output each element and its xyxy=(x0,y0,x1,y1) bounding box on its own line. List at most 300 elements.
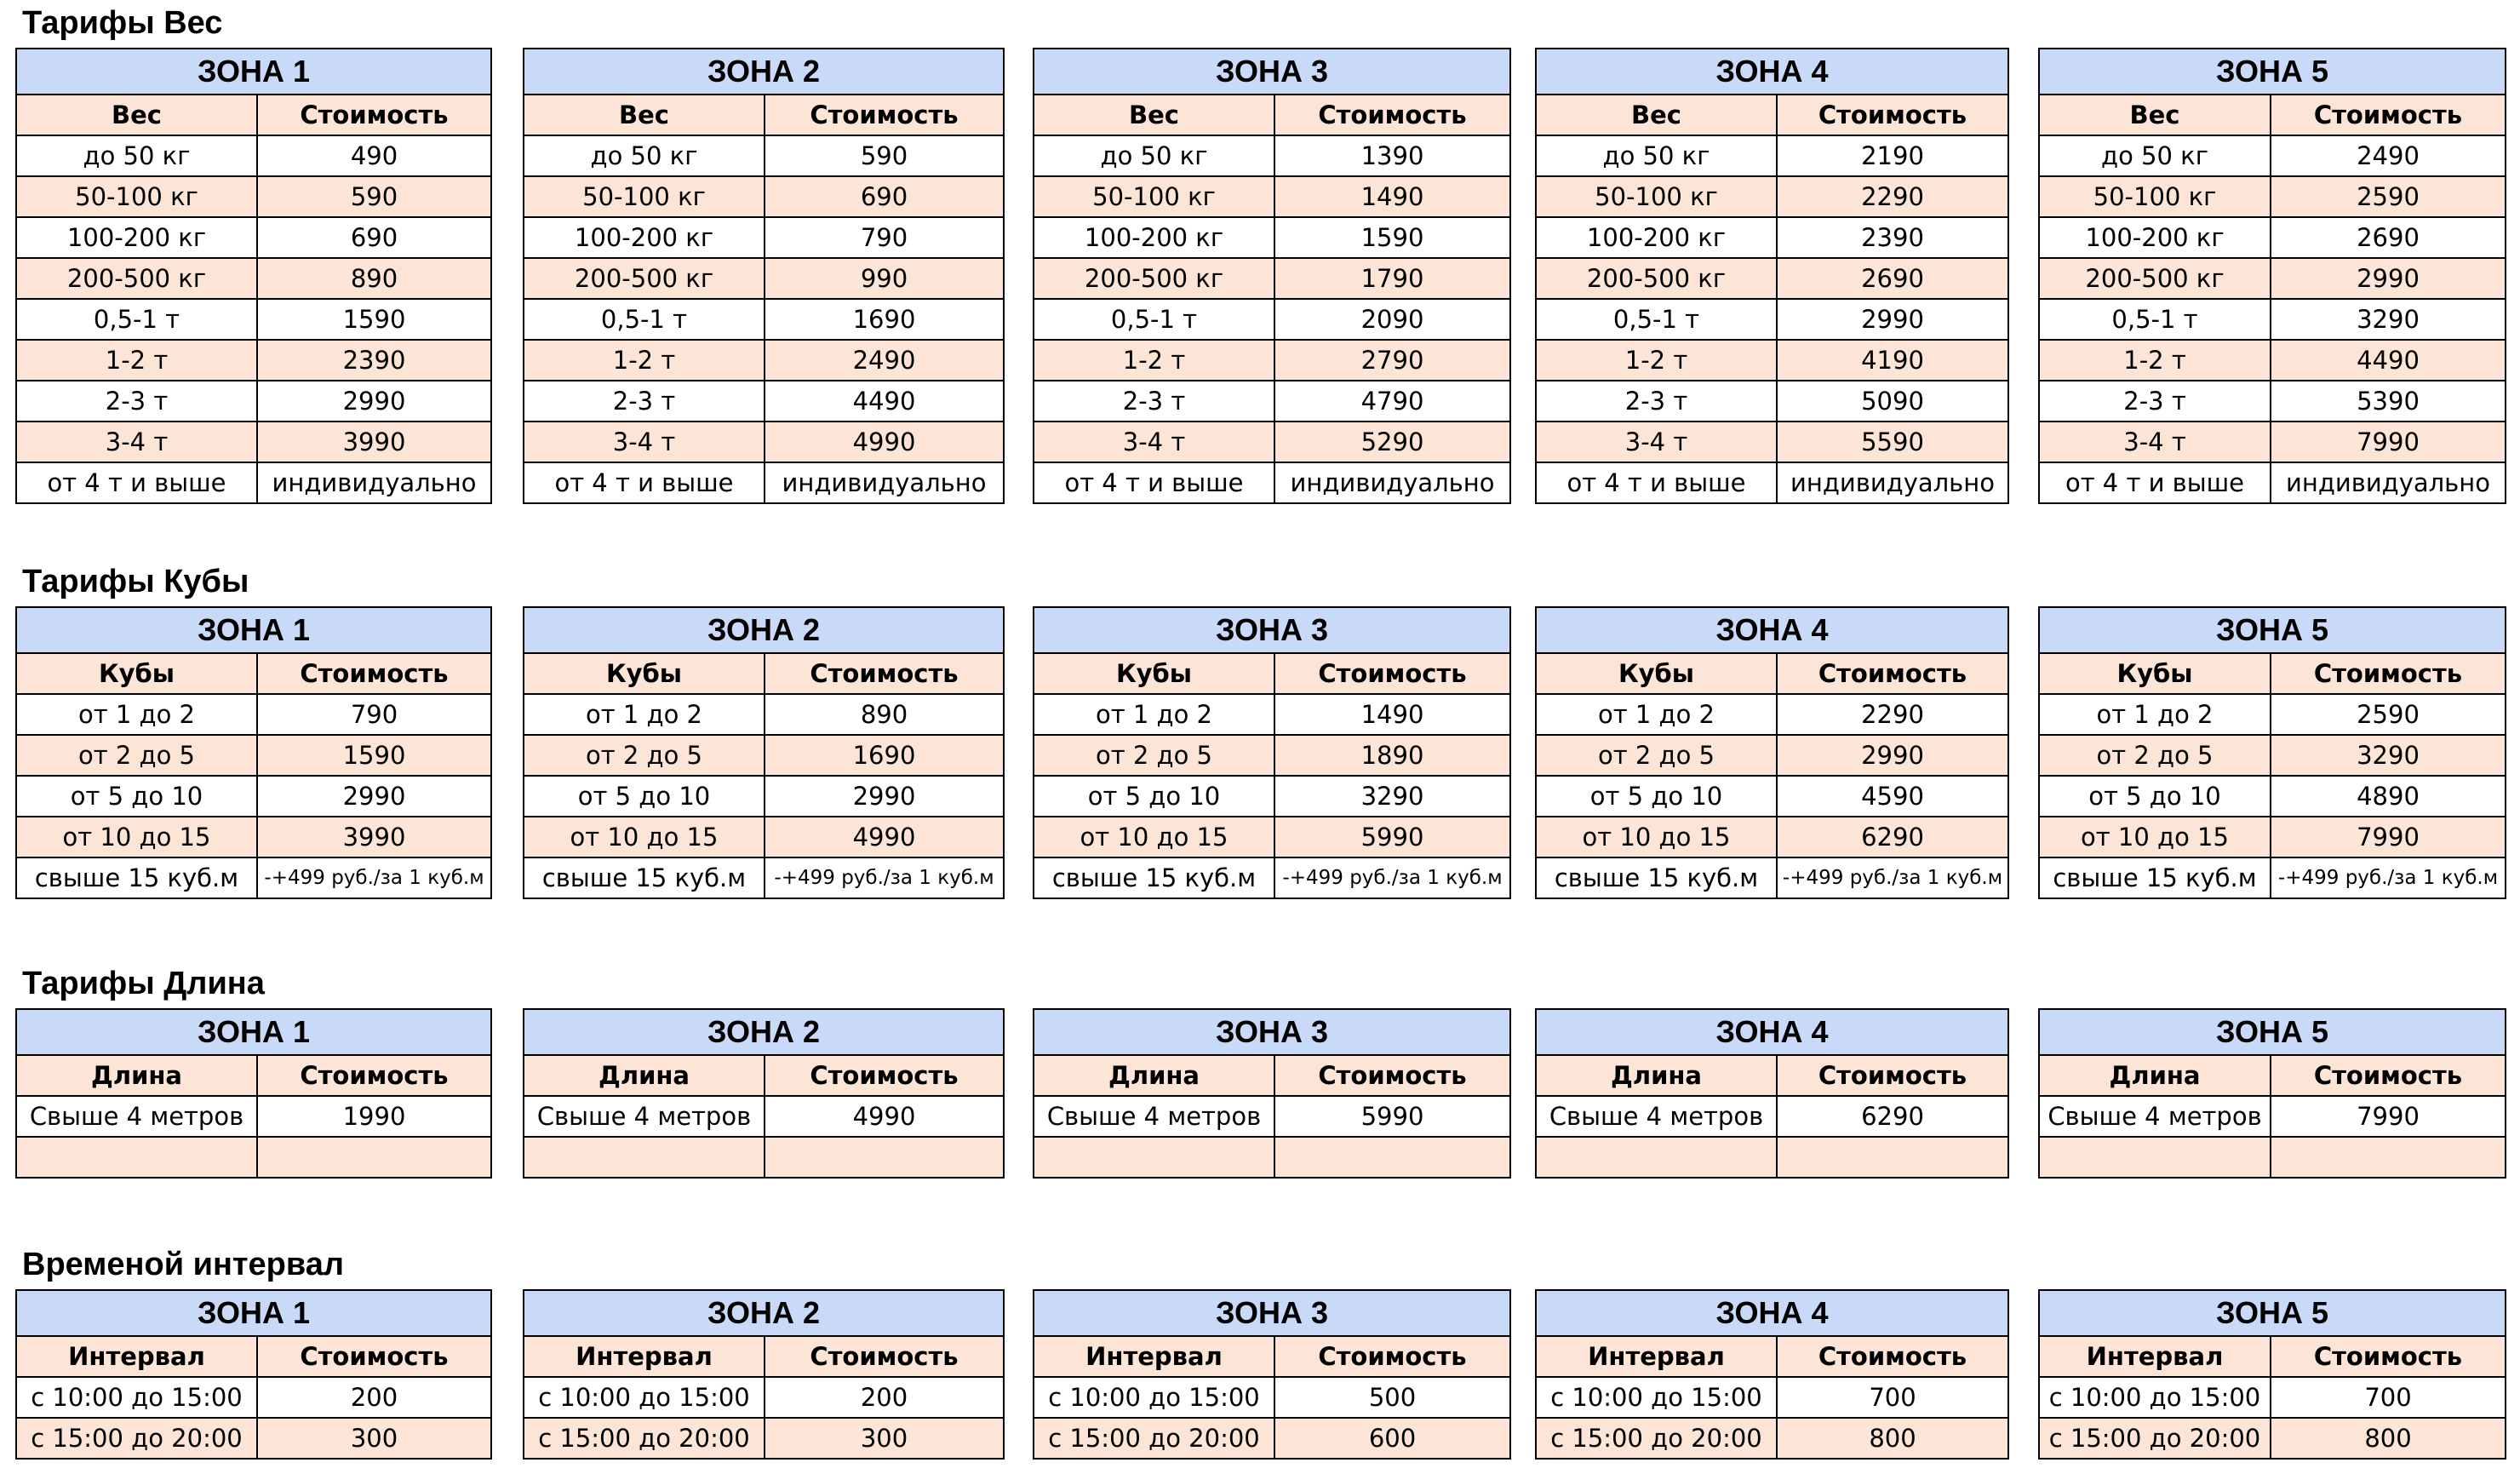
range-cell: от 2 до 5 xyxy=(1536,735,1777,776)
price-cell: 2990 xyxy=(2271,258,2506,299)
column-header-price: Стоимость xyxy=(1777,95,2008,135)
zone-header-row xyxy=(2039,607,2506,653)
column-header-price: Стоимость xyxy=(765,1055,1004,1096)
zone-title: ЗОНА 3 xyxy=(1034,607,1510,653)
range-cell: Свыше 4 метров xyxy=(1536,1096,1777,1137)
range-cell: 2-3 т xyxy=(1034,381,1274,422)
price-cell: -+499 руб./за 1 куб.м xyxy=(2271,857,2506,898)
price-cell: 2590 xyxy=(2271,176,2506,217)
table-row xyxy=(1034,1418,1510,1459)
column-header-price: Стоимость xyxy=(1274,95,1510,135)
range-cell: 100-200 кг xyxy=(2039,217,2271,258)
price-cell: 700 xyxy=(2271,1377,2506,1418)
zone-title: ЗОНА 4 xyxy=(1536,1009,2008,1055)
zone-table xyxy=(523,606,1005,899)
price-cell: 790 xyxy=(765,217,1004,258)
zone-title: ЗОНА 2 xyxy=(524,1290,1004,1336)
zone-table xyxy=(2038,606,2506,899)
zone-title: ЗОНА 2 xyxy=(524,49,1004,95)
zone-header-row xyxy=(1034,1290,1510,1336)
price-cell: 1490 xyxy=(1274,176,1510,217)
column-header-range: Интервал xyxy=(1034,1336,1274,1377)
table-row xyxy=(524,776,1004,817)
zone-header-row xyxy=(2039,49,2506,95)
range-cell: от 10 до 15 xyxy=(16,817,257,857)
section-title: Тарифы Вес xyxy=(22,5,223,41)
zone-title: ЗОНА 1 xyxy=(16,1009,491,1055)
zone-table xyxy=(523,1289,1005,1460)
column-header-range: Длина xyxy=(524,1055,765,1096)
range-cell: 2-3 т xyxy=(1536,381,1777,422)
table-row xyxy=(16,1418,491,1459)
table-row xyxy=(524,258,1004,299)
price-cell: 4990 xyxy=(765,817,1004,857)
zone-table xyxy=(523,1008,1005,1179)
range-cell: 3-4 т xyxy=(1034,422,1274,462)
range-cell: 100-200 кг xyxy=(1034,217,1274,258)
price-cell: 5390 xyxy=(2271,381,2506,422)
range-cell: 50-100 кг xyxy=(1034,176,1274,217)
zone-header-row xyxy=(2039,1009,2506,1055)
column-header-row xyxy=(524,1055,1004,1096)
table-row xyxy=(16,1137,491,1178)
price-cell: 800 xyxy=(2271,1418,2506,1459)
table-row xyxy=(2039,1377,2506,1418)
column-header-row xyxy=(2039,1055,2506,1096)
range-cell: до 50 кг xyxy=(16,135,257,176)
table-row xyxy=(1536,422,2008,462)
table-row xyxy=(1034,1096,1510,1137)
table-row xyxy=(2039,776,2506,817)
column-header-row xyxy=(524,653,1004,694)
price-cell: 200 xyxy=(765,1377,1004,1418)
range-cell: 1-2 т xyxy=(2039,340,2271,381)
table-row xyxy=(16,735,491,776)
price-cell: 2490 xyxy=(2271,135,2506,176)
price-cell: 790 xyxy=(257,694,491,735)
zone-table xyxy=(15,1008,492,1179)
price-cell: 800 xyxy=(1777,1418,2008,1459)
zone-table xyxy=(15,48,492,504)
price-cell: -+499 руб./за 1 куб.м xyxy=(765,857,1004,898)
zone-table xyxy=(1033,1008,1511,1179)
column-header-row xyxy=(1034,653,1510,694)
column-header-row xyxy=(1536,1336,2008,1377)
table-row xyxy=(2039,1418,2506,1459)
price-cell: 700 xyxy=(1777,1377,2008,1418)
table-row xyxy=(1536,217,2008,258)
zone-header-row xyxy=(1536,607,2008,653)
range-cell xyxy=(1034,1137,1274,1178)
range-cell: свыше 15 куб.м xyxy=(524,857,765,898)
range-cell: от 4 т и выше xyxy=(2039,462,2271,503)
price-cell: 2290 xyxy=(1777,176,2008,217)
price-cell: 690 xyxy=(765,176,1004,217)
column-header-range: Интервал xyxy=(2039,1336,2271,1377)
price-cell: 1690 xyxy=(765,299,1004,340)
table-row xyxy=(1034,735,1510,776)
price-cell: -+499 руб./за 1 куб.м xyxy=(257,857,491,898)
table-row xyxy=(524,422,1004,462)
price-cell: 2990 xyxy=(1777,299,2008,340)
price-cell: 2990 xyxy=(257,381,491,422)
table-row xyxy=(16,1096,491,1137)
price-cell: 2690 xyxy=(2271,217,2506,258)
zone-title: ЗОНА 4 xyxy=(1536,607,2008,653)
zone-title: ЗОНА 1 xyxy=(16,49,491,95)
column-header-price: Стоимость xyxy=(1777,1336,2008,1377)
range-cell: от 5 до 10 xyxy=(524,776,765,817)
column-header-range: Кубы xyxy=(1034,653,1274,694)
range-cell xyxy=(524,1137,765,1178)
table-row xyxy=(1034,176,1510,217)
table-row xyxy=(2039,299,2506,340)
price-cell: 1990 xyxy=(257,1096,491,1137)
price-cell: 1690 xyxy=(765,735,1004,776)
table-row xyxy=(16,176,491,217)
price-cell: 5090 xyxy=(1777,381,2008,422)
column-header-range: Интервал xyxy=(524,1336,765,1377)
table-row xyxy=(1536,1137,2008,1178)
column-header-price: Стоимость xyxy=(257,1336,491,1377)
price-cell: 5590 xyxy=(1777,422,2008,462)
price-cell: 2990 xyxy=(1777,735,2008,776)
zone-header-row xyxy=(524,607,1004,653)
zone-header-row xyxy=(16,1290,491,1336)
table-row xyxy=(2039,135,2506,176)
column-header-price: Стоимость xyxy=(1274,1055,1510,1096)
range-cell: свыше 15 куб.м xyxy=(1536,857,1777,898)
zone-title: ЗОНА 1 xyxy=(16,1290,491,1336)
price-cell xyxy=(257,1137,491,1178)
zone-table xyxy=(2038,48,2506,504)
table-row xyxy=(524,135,1004,176)
range-cell: 2-3 т xyxy=(2039,381,2271,422)
range-cell: с 15:00 до 20:00 xyxy=(1034,1418,1274,1459)
range-cell: Свыше 4 метров xyxy=(524,1096,765,1137)
table-row xyxy=(16,1377,491,1418)
zone-table xyxy=(1535,1008,2009,1179)
column-header-row xyxy=(16,95,491,135)
price-cell: 5290 xyxy=(1274,422,1510,462)
range-cell: от 4 т и выше xyxy=(16,462,257,503)
price-cell: 7990 xyxy=(2271,422,2506,462)
zone-header-row xyxy=(1034,49,1510,95)
table-row xyxy=(1034,381,1510,422)
table-row xyxy=(1034,217,1510,258)
zone-header-row xyxy=(16,607,491,653)
price-cell: 600 xyxy=(1274,1418,1510,1459)
table-row xyxy=(524,462,1004,503)
range-cell: от 1 до 2 xyxy=(1536,694,1777,735)
table-row xyxy=(2039,1096,2506,1137)
range-cell: 0,5-1 т xyxy=(1034,299,1274,340)
range-cell: с 15:00 до 20:00 xyxy=(524,1418,765,1459)
zone-title: ЗОНА 3 xyxy=(1034,1009,1510,1055)
price-cell: 4890 xyxy=(2271,776,2506,817)
zone-table xyxy=(1535,48,2009,504)
table-row xyxy=(1536,735,2008,776)
price-cell: 6290 xyxy=(1777,817,2008,857)
price-cell: 200 xyxy=(257,1377,491,1418)
range-cell: 200-500 кг xyxy=(1034,258,1274,299)
table-row xyxy=(524,857,1004,898)
table-row xyxy=(1034,817,1510,857)
price-cell: 2390 xyxy=(1777,217,2008,258)
column-header-range: Вес xyxy=(1034,95,1274,135)
table-row xyxy=(2039,381,2506,422)
zone-header-row xyxy=(1034,1009,1510,1055)
table-row xyxy=(1034,422,1510,462)
table-row xyxy=(2039,422,2506,462)
section-title: Тарифы Кубы xyxy=(22,564,249,599)
column-header-price: Стоимость xyxy=(2271,1055,2506,1096)
column-header-price: Стоимость xyxy=(765,653,1004,694)
column-header-price: Стоимость xyxy=(257,95,491,135)
zone-title: ЗОНА 4 xyxy=(1536,1290,2008,1336)
range-cell: 50-100 кг xyxy=(2039,176,2271,217)
range-cell: 2-3 т xyxy=(16,381,257,422)
price-cell: 2190 xyxy=(1777,135,2008,176)
table-row xyxy=(16,694,491,735)
price-cell: 1790 xyxy=(1274,258,1510,299)
zone-title: ЗОНА 3 xyxy=(1034,1290,1510,1336)
table-row xyxy=(2039,340,2506,381)
range-cell: от 10 до 15 xyxy=(2039,817,2271,857)
table-row xyxy=(524,1377,1004,1418)
column-header-range: Вес xyxy=(1536,95,1777,135)
table-row xyxy=(524,340,1004,381)
column-header-price: Стоимость xyxy=(2271,1336,2506,1377)
price-cell: 4190 xyxy=(1777,340,2008,381)
column-header-price: Стоимость xyxy=(765,1336,1004,1377)
zone-header-row xyxy=(1536,1290,2008,1336)
price-cell: 6290 xyxy=(1777,1096,2008,1137)
column-header-row xyxy=(1536,653,2008,694)
zone-table xyxy=(1033,1289,1511,1460)
table-row xyxy=(16,340,491,381)
range-cell: 50-100 кг xyxy=(16,176,257,217)
table-row xyxy=(524,735,1004,776)
column-header-price: Стоимость xyxy=(1777,653,2008,694)
table-row xyxy=(1536,340,2008,381)
zone-table xyxy=(1535,606,2009,899)
column-header-row xyxy=(524,95,1004,135)
table-row xyxy=(1034,299,1510,340)
table-row xyxy=(1034,776,1510,817)
column-header-row xyxy=(2039,653,2506,694)
range-cell: 50-100 кг xyxy=(1536,176,1777,217)
table-row xyxy=(1536,462,2008,503)
price-cell: 490 xyxy=(257,135,491,176)
column-header-range: Интервал xyxy=(1536,1336,1777,1377)
table-row xyxy=(524,817,1004,857)
zone-title: ЗОНА 5 xyxy=(2039,1290,2506,1336)
price-cell: 5990 xyxy=(1274,817,1510,857)
zone-title: ЗОНА 2 xyxy=(524,607,1004,653)
range-cell: от 5 до 10 xyxy=(1034,776,1274,817)
column-header-range: Интервал xyxy=(16,1336,257,1377)
column-header-range: Кубы xyxy=(1536,653,1777,694)
zone-title: ЗОНА 5 xyxy=(2039,607,2506,653)
price-cell: 890 xyxy=(257,258,491,299)
table-row xyxy=(16,422,491,462)
column-header-price: Стоимость xyxy=(257,653,491,694)
price-cell: 2390 xyxy=(257,340,491,381)
range-cell: 100-200 кг xyxy=(16,217,257,258)
table-row xyxy=(16,299,491,340)
table-row xyxy=(1536,1096,2008,1137)
range-cell xyxy=(16,1137,257,1178)
price-cell: 3290 xyxy=(2271,735,2506,776)
price-cell: индивидуально xyxy=(1274,462,1510,503)
range-cell: Свыше 4 метров xyxy=(1034,1096,1274,1137)
table-row xyxy=(1536,1377,2008,1418)
table-row xyxy=(2039,258,2506,299)
column-header-row xyxy=(1034,1336,1510,1377)
price-cell: 2090 xyxy=(1274,299,1510,340)
zone-table xyxy=(1033,48,1511,504)
column-header-range: Длина xyxy=(1536,1055,1777,1096)
range-cell: 3-4 т xyxy=(524,422,765,462)
price-cell: 2490 xyxy=(765,340,1004,381)
zone-title: ЗОНА 2 xyxy=(524,1009,1004,1055)
section-title: Временой интервал xyxy=(22,1247,345,1282)
range-cell: 0,5-1 т xyxy=(16,299,257,340)
zone-header-row xyxy=(524,49,1004,95)
range-cell xyxy=(1536,1137,1777,1178)
price-cell: 3290 xyxy=(1274,776,1510,817)
range-cell: от 10 до 15 xyxy=(1536,817,1777,857)
range-cell: от 5 до 10 xyxy=(1536,776,1777,817)
table-row xyxy=(1034,462,1510,503)
price-cell: 590 xyxy=(765,135,1004,176)
zone-table xyxy=(1535,1289,2009,1460)
range-cell: от 5 до 10 xyxy=(2039,776,2271,817)
column-header-row xyxy=(16,653,491,694)
range-cell: свыше 15 куб.м xyxy=(16,857,257,898)
zone-title: ЗОНА 1 xyxy=(16,607,491,653)
column-header-price: Стоимость xyxy=(1777,1055,2008,1096)
price-cell: 2690 xyxy=(1777,258,2008,299)
range-cell: до 50 кг xyxy=(1034,135,1274,176)
range-cell: 1-2 т xyxy=(1536,340,1777,381)
column-header-range: Кубы xyxy=(524,653,765,694)
column-header-range: Вес xyxy=(2039,95,2271,135)
price-cell: 1590 xyxy=(257,735,491,776)
column-header-range: Кубы xyxy=(2039,653,2271,694)
price-cell: 990 xyxy=(765,258,1004,299)
price-cell: 890 xyxy=(765,694,1004,735)
table-row xyxy=(1536,258,2008,299)
table-row xyxy=(1034,1377,1510,1418)
range-cell: с 15:00 до 20:00 xyxy=(16,1418,257,1459)
zone-header-row xyxy=(16,1009,491,1055)
table-row xyxy=(2039,217,2506,258)
range-cell: 200-500 кг xyxy=(2039,258,2271,299)
table-row xyxy=(1536,1418,2008,1459)
price-cell: 300 xyxy=(257,1418,491,1459)
price-cell: 1590 xyxy=(1274,217,1510,258)
range-cell: свыше 15 куб.м xyxy=(2039,857,2271,898)
price-cell: 1390 xyxy=(1274,135,1510,176)
zone-table xyxy=(15,606,492,899)
price-cell: 4490 xyxy=(765,381,1004,422)
price-cell: индивидуально xyxy=(765,462,1004,503)
zone-title: ЗОНА 4 xyxy=(1536,49,2008,95)
table-row xyxy=(2039,857,2506,898)
price-cell: 4590 xyxy=(1777,776,2008,817)
price-cell: 2990 xyxy=(765,776,1004,817)
price-cell: 3990 xyxy=(257,422,491,462)
table-row xyxy=(2039,817,2506,857)
table-row xyxy=(16,857,491,898)
range-cell: 1-2 т xyxy=(524,340,765,381)
zone-header-row xyxy=(524,1290,1004,1336)
range-cell: от 1 до 2 xyxy=(1034,694,1274,735)
table-row xyxy=(524,694,1004,735)
price-cell: 1490 xyxy=(1274,694,1510,735)
column-header-price: Стоимость xyxy=(765,95,1004,135)
range-cell: от 4 т и выше xyxy=(524,462,765,503)
section-title: Тарифы Длина xyxy=(22,966,265,1001)
column-header-price: Стоимость xyxy=(257,1055,491,1096)
range-cell: 1-2 т xyxy=(1034,340,1274,381)
column-header-row xyxy=(2039,1336,2506,1377)
range-cell: 200-500 кг xyxy=(16,258,257,299)
zone-title: ЗОНА 5 xyxy=(2039,1009,2506,1055)
column-header-row xyxy=(1034,95,1510,135)
table-row xyxy=(16,776,491,817)
table-row xyxy=(1034,135,1510,176)
table-row xyxy=(16,258,491,299)
table-row xyxy=(2039,1137,2506,1178)
zone-table xyxy=(2038,1008,2506,1179)
price-cell xyxy=(1777,1137,2008,1178)
zone-table xyxy=(2038,1289,2506,1460)
table-row xyxy=(1034,857,1510,898)
range-cell: от 1 до 2 xyxy=(2039,694,2271,735)
range-cell: с 10:00 до 15:00 xyxy=(1536,1377,1777,1418)
zone-table xyxy=(523,48,1005,504)
range-cell: 1-2 т xyxy=(16,340,257,381)
table-row xyxy=(1034,258,1510,299)
table-row xyxy=(524,1096,1004,1137)
range-cell: от 10 до 15 xyxy=(1034,817,1274,857)
price-cell: 4990 xyxy=(765,422,1004,462)
zone-header-row xyxy=(1536,49,2008,95)
range-cell: до 50 кг xyxy=(1536,135,1777,176)
range-cell: с 10:00 до 15:00 xyxy=(1034,1377,1274,1418)
price-cell: -+499 руб./за 1 куб.м xyxy=(1777,857,2008,898)
price-cell: 590 xyxy=(257,176,491,217)
range-cell: от 2 до 5 xyxy=(16,735,257,776)
table-row xyxy=(1536,299,2008,340)
table-row xyxy=(524,1137,1004,1178)
table-row xyxy=(2039,176,2506,217)
range-cell: от 1 до 2 xyxy=(524,694,765,735)
range-cell: 0,5-1 т xyxy=(524,299,765,340)
range-cell: Свыше 4 метров xyxy=(16,1096,257,1137)
range-cell: свыше 15 куб.м xyxy=(1034,857,1274,898)
price-cell: 1890 xyxy=(1274,735,1510,776)
column-header-price: Стоимость xyxy=(2271,95,2506,135)
zone-table xyxy=(1033,606,1511,899)
price-cell: 5990 xyxy=(1274,1096,1510,1137)
price-cell: 500 xyxy=(1274,1377,1510,1418)
table-row xyxy=(1536,817,2008,857)
zone-header-row xyxy=(2039,1290,2506,1336)
